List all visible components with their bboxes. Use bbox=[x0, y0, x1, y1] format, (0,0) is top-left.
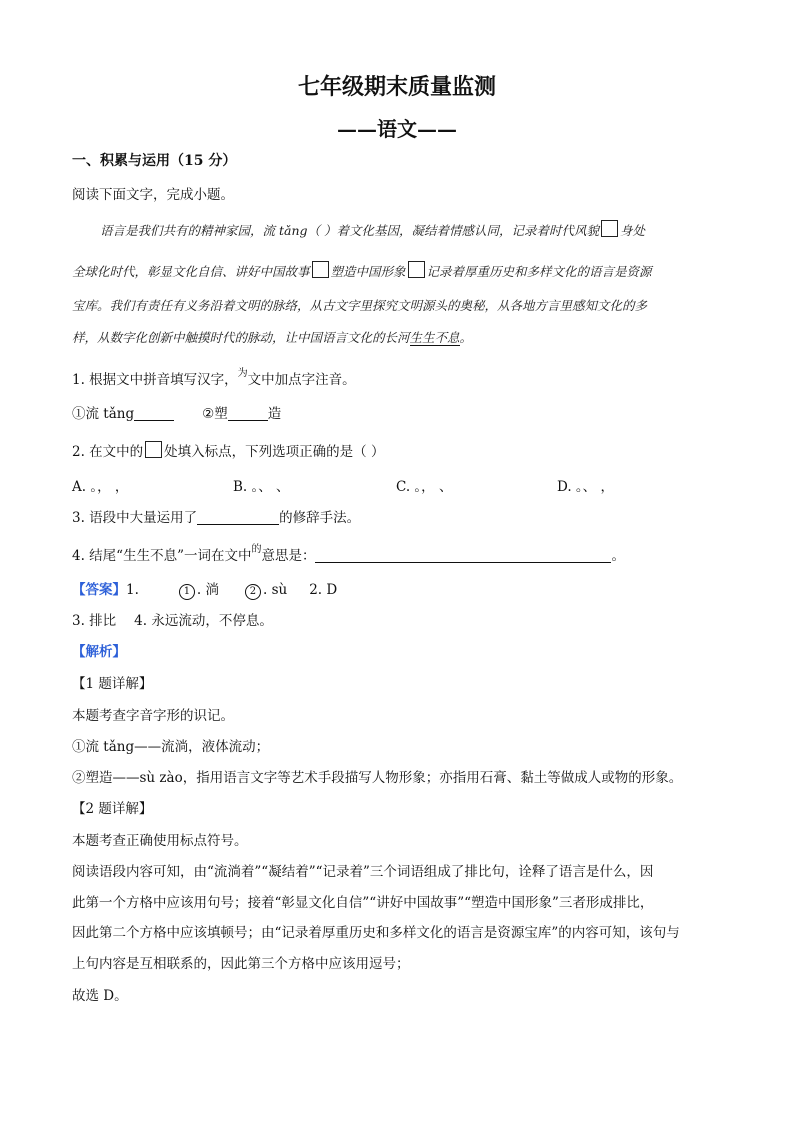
passage-text: 记录着厚重历史和多样文化的语言是资源 bbox=[426, 264, 652, 279]
answer-line-1 bbox=[72, 578, 337, 600]
blank-box-2 bbox=[312, 261, 329, 278]
detail-1-title: 【1 题详解】 bbox=[72, 676, 153, 692]
question-2 bbox=[72, 440, 384, 460]
passage-line-4 bbox=[72, 328, 472, 346]
detail-1-line: ②塑造——sù zào，指用语言文字等艺术手段描写人物形象；亦指用石膏、黏土等做成人或物的形象。 bbox=[72, 770, 683, 786]
detail-2-line: 上句内容是互相联系的，因此第三个方格中应该用逗号； bbox=[72, 956, 410, 972]
answer-text: 3. 排比 bbox=[72, 613, 117, 629]
question-1-items bbox=[72, 402, 281, 422]
option-a: A. 。， ， bbox=[72, 479, 129, 495]
question-text: ②塑 bbox=[202, 406, 228, 422]
question-1 bbox=[72, 368, 356, 388]
passage-line-3: 宝库。我们有责任有义务沿着文明的脉络，从古文字里探究文明源头的奥秘，从各地方言里感知文化的多 bbox=[72, 298, 648, 313]
question-text: 为 bbox=[237, 368, 248, 379]
question-text: 文中加点字注音。 bbox=[247, 372, 356, 388]
instruction: 阅读下面文字，完成小题。 bbox=[72, 187, 234, 203]
section-heading: 一、积累与运用（15 分） bbox=[72, 153, 237, 169]
answer-text: . sù bbox=[262, 582, 288, 598]
question-4 bbox=[72, 544, 625, 564]
question-text: 。 bbox=[611, 548, 625, 564]
answer-line-2 bbox=[72, 609, 273, 629]
detail-1-line: 本题考查字音字形的识记。 bbox=[72, 708, 234, 724]
answer-blank bbox=[134, 406, 174, 421]
passage-line-1 bbox=[100, 220, 645, 239]
answer-text: 2. D bbox=[309, 582, 338, 598]
passage-text: 身处 bbox=[619, 223, 645, 238]
detail-2-line: 阅读语段内容可知，由“流淌着”“凝结着”“记录着”三个词语组成了排比句，诠释了语言是什么，因 bbox=[72, 864, 654, 880]
page-title: 七年级期末质量监测 bbox=[297, 74, 496, 100]
question-3 bbox=[72, 506, 360, 526]
option-c: C. 。， 、 bbox=[396, 479, 453, 495]
answer-label: 【答案】 bbox=[72, 582, 126, 598]
question-text: 的修辞手法。 bbox=[279, 510, 361, 526]
blank-box-icon bbox=[145, 441, 162, 458]
passage-text: 样，从数字化创新中触摸时代的脉动，让中国语言文化的长河 bbox=[72, 330, 410, 345]
circled-number: 2 bbox=[245, 584, 261, 600]
question-text: 2. 在文中的 bbox=[72, 444, 144, 460]
detail-2-line: 本题考查正确使用标点符号。 bbox=[72, 833, 248, 849]
analysis-label: 【解析】 bbox=[72, 644, 126, 660]
page-subtitle: ——语文—— bbox=[337, 117, 457, 141]
detail-2-line: 因此第二个方格中应该填顿号；由“记录着厚重历史和多样文化的语言是资源宝库”的内容可知，该句与 bbox=[72, 925, 680, 941]
answer-blank bbox=[197, 510, 279, 525]
question-text: ①流 tǎng bbox=[72, 406, 135, 422]
passage-text: 塑造中国形象 bbox=[330, 264, 406, 279]
question-text: 1. 根据文中拼音填写汉字， bbox=[72, 372, 238, 388]
detail-2-title: 【2 题详解】 bbox=[72, 801, 153, 817]
answer-text: 4. 永远流动，不停息。 bbox=[134, 613, 273, 629]
option-d: D. 。、 ， bbox=[557, 479, 614, 495]
passage-line-2 bbox=[72, 261, 652, 280]
answer-blank bbox=[315, 548, 611, 563]
detail-2-line: 此第一个方格中应该用句号；接着“彰显文化自信”“讲好中国故事”“塑造中国形象”三者形成排比， bbox=[72, 895, 654, 911]
passage-text: 语言是我们共有的精神家园，流 tǎng（ ）着文化基因，凝结着情感认同，记录着时代风貌 bbox=[100, 223, 599, 238]
answer-text: 1. bbox=[126, 582, 139, 598]
blank-box-3 bbox=[408, 261, 425, 278]
blank-box-1 bbox=[601, 220, 618, 237]
answer-blank bbox=[228, 406, 268, 421]
question-text: 4. 结尾“生生不息”一词在文中 bbox=[72, 548, 252, 564]
answer-text: . 淌 bbox=[196, 582, 219, 598]
detail-1-line: ①流 tǎng——流淌，液体流动； bbox=[72, 739, 270, 755]
question-text: 处填入标点，下列选项正确的是（ ） bbox=[164, 444, 385, 460]
question-text: 意思是： bbox=[261, 548, 316, 564]
circled-number: 1 bbox=[179, 584, 195, 600]
question-text: 3. 语段中大量运用了 bbox=[72, 510, 198, 526]
passage-text: 全球化时代，彰显文化自信、讲好中国故事 bbox=[72, 264, 310, 279]
underlined-phrase: 生生不息 bbox=[409, 330, 460, 345]
option-b: B. 。、 、 bbox=[233, 479, 290, 495]
passage-text: 。 bbox=[459, 330, 473, 345]
question-text: 造 bbox=[267, 406, 282, 422]
detail-2-line: 故选 D。 bbox=[72, 988, 128, 1004]
question-text: 的 bbox=[251, 544, 262, 555]
